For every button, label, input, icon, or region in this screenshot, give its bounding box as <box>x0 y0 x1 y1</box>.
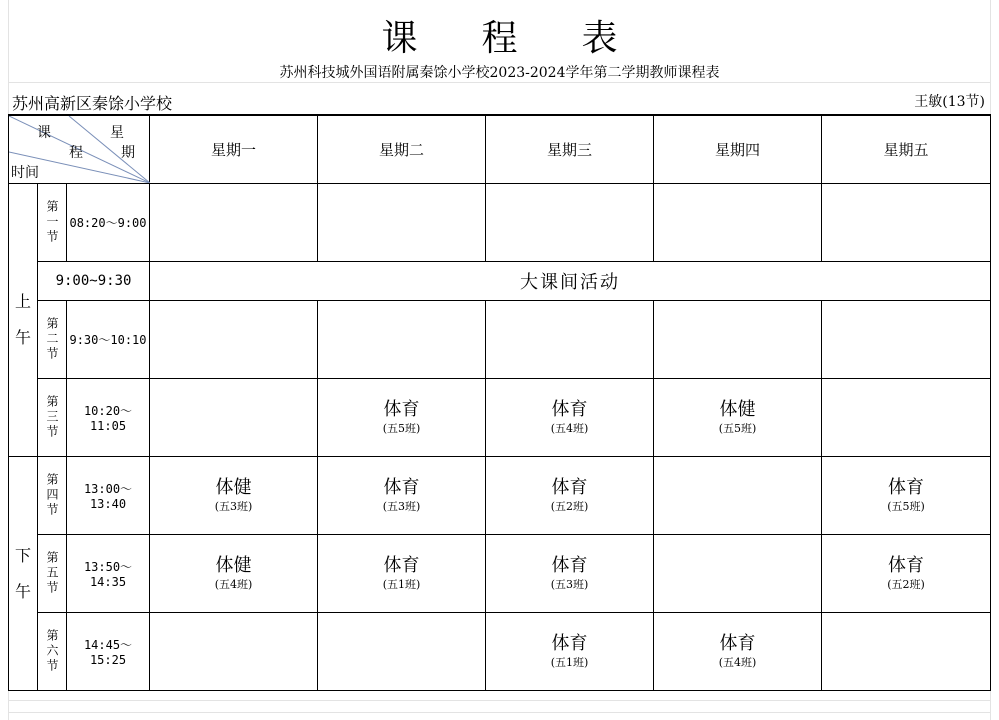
class-cell <box>654 535 822 613</box>
course-name: 体育 <box>551 632 588 654</box>
class-cell <box>150 613 318 691</box>
page-title: 课程表 <box>381 18 682 59</box>
class-cell <box>318 301 486 379</box>
afternoon-label: 下 午 <box>9 457 38 691</box>
class-cell <box>318 379 486 457</box>
class-group: (五5班) <box>887 499 925 513</box>
period-label: 第三节 <box>38 379 67 457</box>
course-name: 体育 <box>888 554 925 576</box>
course-name: 体育 <box>551 476 588 498</box>
period-label: 第一节 <box>38 184 67 262</box>
course-name: 体健 <box>215 476 252 498</box>
header-corner-cell <box>9 115 150 184</box>
day-header-mon: 星期一 <box>150 115 318 184</box>
class-group: (五3班) <box>214 499 253 513</box>
class-cell <box>150 457 318 535</box>
class-group: (五3班) <box>382 499 421 513</box>
subtitle: 苏州科技城外国语附属秦馀小学校2023-2024学年第二学期教师课程表 <box>279 65 720 81</box>
corner-label-xing: 星 <box>110 125 124 141</box>
period-label: 第五节 <box>38 535 67 613</box>
period-label: 第二节 <box>38 301 67 379</box>
period-time: 08:20～9:00 <box>67 184 150 262</box>
course-name: 体健 <box>215 554 252 576</box>
class-cell <box>822 301 991 379</box>
course-name: 体健 <box>719 398 756 420</box>
class-cell <box>486 613 654 691</box>
class-cell <box>318 613 486 691</box>
day-header-fri: 星期五 <box>822 115 991 184</box>
schedule-table <box>8 114 991 691</box>
class-cell <box>150 535 318 613</box>
class-cell <box>150 184 318 262</box>
period-time: 14:45～15:25 <box>67 613 150 691</box>
teacher-name: 王敏(13节) <box>914 94 985 110</box>
course-name: 体育 <box>383 554 420 576</box>
day-header-thu: 星期四 <box>654 115 822 184</box>
class-cell <box>654 613 822 691</box>
class-group: (五4班) <box>550 421 589 435</box>
class-group: (五1班) <box>550 655 589 669</box>
class-cell <box>318 535 486 613</box>
corner-label-ke: 课 <box>37 125 51 141</box>
corner-label-time: 时间 <box>11 165 39 181</box>
period-label: 第四节 <box>38 457 67 535</box>
class-group: (五5班) <box>718 421 757 435</box>
class-cell <box>822 184 991 262</box>
class-cell <box>822 535 991 613</box>
class-cell <box>486 379 654 457</box>
class-cell <box>822 379 991 457</box>
class-cell <box>486 535 654 613</box>
class-cell <box>486 457 654 535</box>
day-header-wed: 星期三 <box>486 115 654 184</box>
class-cell <box>654 301 822 379</box>
corner-label-cheng: 程 <box>69 145 83 161</box>
class-cell <box>822 613 991 691</box>
school-name: 苏州高新区秦馀小学校 <box>12 94 173 113</box>
class-group: (五4班) <box>718 655 757 669</box>
period-label: 第六节 <box>38 613 67 691</box>
day-header-tue: 星期二 <box>318 115 486 184</box>
class-cell <box>318 184 486 262</box>
period-time: 13:50～14:35 <box>67 535 150 613</box>
morning-label: 上 午 <box>9 184 38 457</box>
class-group: (五3班) <box>550 577 589 591</box>
course-name: 体育 <box>383 398 420 420</box>
class-group: (五5班) <box>382 421 421 435</box>
class-group: (五2班) <box>550 499 589 513</box>
class-cell <box>486 301 654 379</box>
period-time: 10:20～11:05 <box>67 379 150 457</box>
class-cell <box>318 457 486 535</box>
break-time: 9:00~9:30 <box>38 262 150 301</box>
course-name: 体育 <box>551 554 588 576</box>
class-group: (五1班) <box>382 577 421 591</box>
class-cell <box>654 457 822 535</box>
course-name: 体育 <box>888 476 925 498</box>
class-group: (五4班) <box>214 577 253 591</box>
break-activity: 大课间活动 <box>150 262 991 301</box>
class-cell <box>486 184 654 262</box>
corner-label-qi: 期 <box>121 145 135 161</box>
course-name: 体育 <box>551 398 588 420</box>
class-cell <box>822 457 991 535</box>
class-group: (五2班) <box>887 577 925 591</box>
class-cell <box>150 379 318 457</box>
course-name: 体育 <box>383 476 420 498</box>
class-cell <box>654 184 822 262</box>
period-time: 9:30～10:10 <box>67 301 150 379</box>
class-cell <box>654 379 822 457</box>
class-cell <box>150 301 318 379</box>
period-time: 13:00～13:40 <box>67 457 150 535</box>
course-name: 体育 <box>719 632 756 654</box>
